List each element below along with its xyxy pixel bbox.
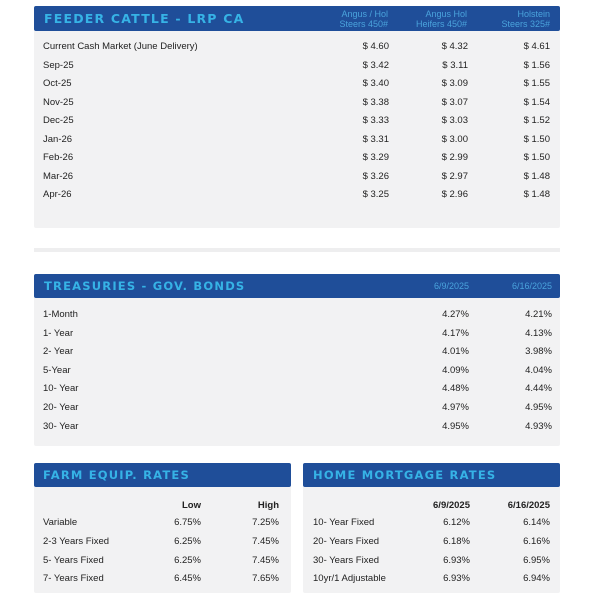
- row-value-1: 6.93%: [443, 573, 470, 585]
- row-value-1: 4.48%: [442, 383, 469, 395]
- row-value-2: 6.16%: [523, 535, 550, 547]
- table-row: [34, 38, 560, 57]
- row-label: 2-3 Years Fixed: [43, 535, 110, 547]
- table-row: [34, 306, 560, 325]
- cattle-panel: [34, 6, 560, 228]
- row-value-2: $ 2.97: [441, 170, 468, 182]
- table-row: [303, 570, 560, 589]
- row-value-1: $ 3.25: [362, 189, 389, 200]
- farm-header: [34, 463, 291, 487]
- row-value-1: 4.95%: [442, 420, 469, 432]
- row-value-1: $ 3.26: [362, 170, 389, 182]
- row-value-1: 6.18%: [443, 535, 470, 547]
- row-label: 30- Years Fixed: [313, 554, 380, 566]
- row-value-3: $ 1.54: [523, 96, 550, 108]
- table-row: [34, 94, 560, 113]
- table-row: [34, 168, 560, 187]
- row-value-1: 6.75%: [174, 517, 201, 528]
- treasuries-col2-header: 6/16/2025: [511, 281, 552, 291]
- table-row: [34, 57, 560, 76]
- row-label: Variable: [43, 517, 78, 528]
- cattle-col1-header: Angus / Hol Steers 450#: [339, 9, 388, 29]
- row-value-2: 6.94%: [523, 573, 550, 585]
- farm-col1-header: Low: [182, 500, 201, 511]
- cattle-col2-header: Angus Hol Heifers 450#: [415, 9, 467, 29]
- row-label: Dec-25: [43, 115, 74, 126]
- table-row: [34, 418, 560, 437]
- row-value-1: 6.93%: [443, 554, 470, 566]
- row-value-2: $ 2.96: [441, 189, 468, 200]
- table-row: [34, 399, 560, 418]
- mortgage-panel: [303, 463, 560, 593]
- row-label: 5- Years Fixed: [43, 554, 104, 566]
- cattle-header: [34, 6, 560, 31]
- table-row: [34, 149, 560, 168]
- mortgage-col2-header: 6/16/2025: [507, 500, 550, 511]
- row-label: 5-Year: [43, 364, 71, 376]
- section-divider: [34, 248, 560, 252]
- treasuries-col1-header: 6/9/2025: [433, 281, 469, 291]
- row-value-2: $ 2.99: [441, 152, 468, 163]
- row-value-1: $ 3.31: [362, 133, 389, 145]
- row-value-2: 4.95%: [525, 402, 552, 413]
- treasuries-header: [34, 274, 560, 298]
- row-value-2: $ 4.32: [441, 41, 468, 52]
- row-value-2: $ 3.03: [441, 115, 468, 126]
- row-label: Sep-25: [43, 59, 74, 71]
- row-value-1: 6.25%: [174, 554, 201, 566]
- row-value-1: $ 3.40: [362, 78, 389, 89]
- treasuries-panel: [34, 274, 560, 446]
- row-value-2: 4.44%: [525, 383, 552, 395]
- row-value-2: 6.95%: [523, 554, 550, 566]
- row-value-3: $ 1.50: [523, 152, 550, 163]
- cattle-title: FEEDER CATTLE - LRP CA: [44, 11, 245, 26]
- row-value-3: $ 1.56: [523, 59, 550, 71]
- row-value-1: $ 4.60: [362, 41, 389, 52]
- row-value-1: 6.25%: [174, 535, 201, 547]
- row-label: Current Cash Market (June Delivery): [43, 41, 198, 52]
- row-value-2: 4.04%: [525, 364, 552, 376]
- row-label: 10yr/1 Adjustable: [313, 573, 386, 585]
- row-value-1: 4.27%: [442, 309, 469, 320]
- row-value-1: 4.09%: [442, 364, 469, 376]
- table-row: [303, 552, 560, 571]
- row-value-3: $ 1.55: [523, 78, 550, 89]
- row-value-2: 4.93%: [525, 420, 552, 432]
- table-row: [34, 131, 560, 150]
- row-value-2: $ 3.00: [441, 133, 468, 145]
- row-value-3: $ 4.61: [523, 41, 550, 52]
- row-value-1: $ 3.38: [362, 96, 389, 108]
- table-row: [34, 343, 560, 362]
- row-value-3: $ 1.48: [523, 170, 550, 182]
- table-row: [303, 533, 560, 552]
- row-value-2: 7.65%: [252, 573, 279, 585]
- row-label: 20- Years Fixed: [313, 535, 380, 547]
- row-value-1: $ 3.29: [362, 152, 389, 163]
- farm-colheader-row: [34, 497, 291, 515]
- row-value-1: 4.01%: [442, 346, 469, 358]
- row-value-2: 4.21%: [525, 309, 552, 320]
- row-label: Oct-25: [43, 78, 72, 89]
- row-value-2: 3.98%: [525, 346, 552, 358]
- mortgage-title: HOME MORTGAGE RATES: [313, 468, 497, 482]
- row-value-1: 6.45%: [174, 573, 201, 585]
- table-row: [34, 362, 560, 381]
- row-label: 10- Year Fixed: [313, 517, 375, 528]
- row-label: Nov-25: [43, 96, 74, 108]
- row-label: Apr-26: [43, 189, 72, 200]
- row-value-3: $ 1.50: [523, 133, 550, 145]
- table-row: [34, 186, 560, 205]
- row-value-2: 6.14%: [523, 517, 550, 528]
- row-value-1: 6.12%: [443, 517, 470, 528]
- row-label: Mar-26: [43, 170, 74, 182]
- row-label: 1- Year: [43, 327, 74, 339]
- row-value-1: 4.17%: [442, 327, 469, 339]
- row-value-2: 7.25%: [252, 517, 279, 528]
- row-value-2: $ 3.09: [441, 78, 468, 89]
- farm-title: FARM EQUIP. RATES: [43, 468, 190, 482]
- table-row: [34, 325, 560, 344]
- table-row: [34, 552, 291, 571]
- row-label: 20- Year: [43, 402, 79, 413]
- treasuries-title: TREASURIES - GOV. BONDS: [44, 279, 246, 293]
- row-value-2: $ 3.07: [441, 96, 468, 108]
- table-row: [34, 514, 291, 533]
- row-value-1: $ 3.33: [362, 115, 389, 126]
- mortgage-header: [303, 463, 560, 487]
- farm-col2-header: High: [257, 500, 279, 511]
- cattle-col3-header: Holstein Steers 325#: [501, 9, 550, 29]
- row-label: 7- Years Fixed: [43, 573, 104, 585]
- row-value-2: $ 3.11: [442, 59, 468, 71]
- farm-panel: [34, 463, 291, 593]
- row-value-3: $ 1.48: [523, 189, 550, 200]
- mortgage-col1-header: 6/9/2025: [433, 500, 470, 511]
- row-value-3: $ 1.52: [523, 115, 550, 126]
- table-row: [34, 75, 560, 94]
- row-value-1: 4.97%: [442, 402, 469, 413]
- row-label: Jan-26: [43, 133, 73, 145]
- mortgage-colheader-row: [303, 497, 560, 515]
- row-value-2: 4.13%: [525, 327, 552, 339]
- table-row: [34, 380, 560, 399]
- table-row: [303, 514, 560, 533]
- row-label: 10- Year: [43, 383, 79, 395]
- row-label: 1-Month: [43, 309, 78, 320]
- row-label: Feb-26: [43, 152, 74, 163]
- row-value-2: 7.45%: [252, 554, 279, 566]
- table-row: [34, 533, 291, 552]
- table-row: [34, 112, 560, 131]
- row-label: 2- Year: [43, 346, 74, 358]
- row-label: 30- Year: [43, 420, 79, 432]
- row-value-2: 7.45%: [252, 535, 279, 547]
- table-row: [34, 570, 291, 589]
- row-value-1: $ 3.42: [362, 59, 389, 71]
